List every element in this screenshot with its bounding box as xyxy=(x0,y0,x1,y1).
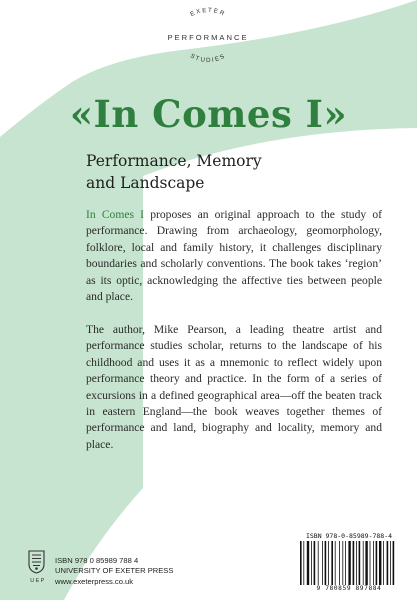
barcode-bar xyxy=(328,541,329,585)
barcode-bar xyxy=(383,541,384,585)
publisher-abbreviation: UEP xyxy=(30,578,46,584)
barcode-bar xyxy=(303,541,304,585)
barcode-bar xyxy=(390,541,391,585)
barcode-bar xyxy=(356,541,357,585)
barcode-bar xyxy=(353,541,355,585)
blurb-paragraph-1 xyxy=(86,207,382,305)
barcode-bar xyxy=(339,541,340,585)
barcode-bar xyxy=(365,541,367,585)
barcode-bar xyxy=(373,541,374,585)
barcode-bar xyxy=(335,541,336,585)
series-word-top: EXETER xyxy=(189,6,227,19)
isbn-barcode xyxy=(294,531,404,595)
series-word-bottom: STUDIES xyxy=(188,52,228,65)
barcode-bar xyxy=(300,541,302,585)
barcode-bar xyxy=(307,541,309,585)
publisher-crest-icon xyxy=(28,550,45,574)
series-word-middle: PERFORMANCE xyxy=(167,33,249,42)
subtitle-line-2: and Landscape xyxy=(86,174,205,192)
blurb-paragraph-2: The author, Mike Pearson, a leading theatre artist and performance studies scholar, returns to the landscape of his childhood and uses it as a mnemonic to reflect widely upon performance theory and practice. In the form of a series of excursions in a defined geographical area—off the beaten track in eastern England—the book weaves together themes of performance and land, biography and locality, memory and place. xyxy=(86,323,382,451)
barcode-bar xyxy=(363,541,364,585)
barcode-bar xyxy=(348,541,350,585)
book-subtitle xyxy=(86,150,386,194)
book-title: «In Comes I» xyxy=(69,92,348,136)
barcode-bar xyxy=(331,541,333,585)
barcode-bar xyxy=(322,541,323,585)
series-logo xyxy=(150,6,266,70)
barcode-bar xyxy=(314,541,316,585)
publisher-name: UNIVERSITY OF EXETER PRESS xyxy=(55,566,174,576)
barcode-bar xyxy=(311,541,312,585)
barcode-isbn-label: ISBN 978-0-85989-788-4 xyxy=(305,532,393,540)
barcode-bar xyxy=(342,541,343,585)
publisher-info xyxy=(55,556,173,587)
barcode-bar xyxy=(345,541,346,585)
blurb-title-highlight: In Comes I xyxy=(86,208,145,221)
barcode-bar xyxy=(379,541,381,585)
blurb-paragraph-1-text: proposes an original approach to the study of performance. Drawing from archaeology, geomorphology, folklore, local and family history, it challenges disciplinary boundaries and scholarly conventions. The book takes ‘region’ as its optic, acknowledging the affective ties between people and place. xyxy=(86,208,382,304)
barcode-digits: 9 780859 897884 xyxy=(316,585,382,592)
barcode-bar xyxy=(393,541,395,585)
barcode-bar xyxy=(325,541,327,585)
barcode-bar xyxy=(359,541,361,585)
barcode-bar xyxy=(376,541,378,585)
subtitle-line-1: Performance, Memory xyxy=(86,152,262,170)
publisher-isbn: ISBN 978 0 85989 788 4 xyxy=(55,556,139,565)
barcode-bars xyxy=(300,541,398,585)
barcode-bar xyxy=(370,541,371,585)
publisher-url: www.exeterpress.co.uk xyxy=(55,576,134,586)
barcode-bar xyxy=(318,541,319,585)
barcode-bar xyxy=(387,541,389,585)
